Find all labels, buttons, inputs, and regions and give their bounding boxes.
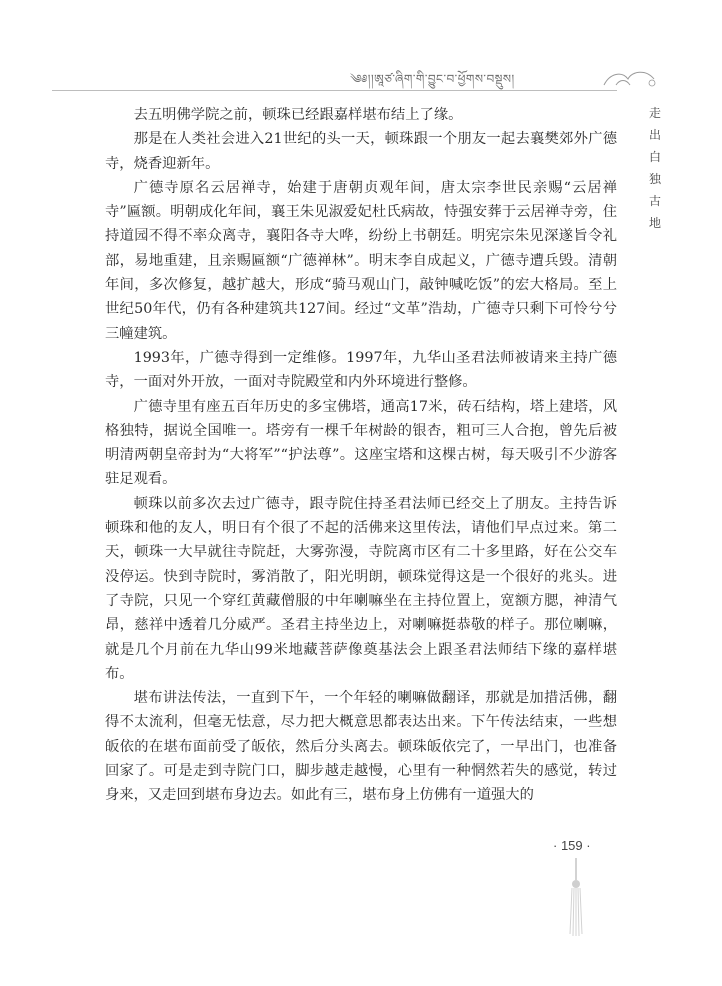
cloud-ornament-icon bbox=[600, 63, 660, 93]
side-title-char: 走 bbox=[648, 106, 661, 120]
tassel-ornament-icon bbox=[566, 858, 586, 938]
paragraph: 去五明佛学院之前，顿珠已经跟嘉样堪布结上了缘。 bbox=[133, 107, 463, 123]
side-book-title bbox=[645, 102, 665, 234]
side-title-char: 古 bbox=[648, 194, 661, 208]
paragraph: 那是在人类社会进入21世纪的头一天，顿珠跟一个朋友一起去襄樊郊外广德寺，烧香迎新年。 bbox=[105, 131, 617, 172]
page-number: · 159 · bbox=[553, 838, 591, 853]
paragraph: 广德寺里有座五百年历史的多宝佛塔，通高17米，砖石结构，塔上建塔，风格独特，据说全国唯一。塔旁有一棵千年树龄的银杏，粗可三人合抱，曾先后被明清两朝皇帝封为“大将军”“护法尊”。这座宝塔和这棵古树，每天吸引不少游客驻足观看。 bbox=[105, 398, 617, 488]
header-rule bbox=[52, 90, 617, 91]
paragraph: 广德寺原名云居禅寺，始建于唐朝贞观年间，唐太宗李世民亲赐“云居禅寺”匾额。明朝成化年间，襄王朱见淑爱妃杜氏病故，恃强安葬于云居禅寺旁，住持道园不得不率众离寺，襄阳各寺大哗，纷纷上书朝廷。明宪宗朱见深遂旨令礼部，易地重建，且亲赐匾额“广德禅林”。明末李自成起义，广德寺遭兵毁。清朝年间，多次修复，越扩越大，形成“骑马观山门，敲钟喊吃饭”的宏大格局。至上世纪50年代，仍有各种建筑共127间。经过“文革”浩劫，广德寺只剩下可怜兮兮三幢建筑。 bbox=[105, 179, 617, 342]
body-text bbox=[105, 103, 617, 808]
paragraph: 1993年，广德寺得到一定维修。1997年，九华山圣君法师被请来主持广德寺，一面对外开放，一面对寺院殿堂和内外环境进行整修。 bbox=[105, 349, 617, 391]
side-title-char: 独 bbox=[648, 172, 661, 186]
paragraph: 顿珠以前多次去过广德寺，跟寺院住持圣君法师已经交上了朋友。主持告诉顿珠和他的友人，明日有个很了不起的活佛来这里传法，请他们早点过来。第二天，顿珠一大早就往寺院赶，大雾弥漫，寺院离市区有二十多里路，好在公交车没停运。快到寺院时，雾消散了，阳光明朗，顿珠觉得这是一个很好的兆头。进了寺院，只见一个穿红黄藏僧服的中年喇嘛坐在主持位置上，宽额方腮，神清气昂，慈祥中透着几分威严。圣君主持坐边上，对喇嘛挺恭敬的样子。那位喇嘛，就是几个月前在九华山99米地藏菩萨像奠基法会上跟圣君法师结下缘的嘉样堪布。 bbox=[105, 495, 617, 682]
side-title-char: 白 bbox=[648, 150, 661, 164]
side-title-char: 出 bbox=[648, 128, 661, 142]
running-header: ༄༅།།ཨཱཙ་ཞིག་གི་བྱུང་བ་ཕྱོགས་བསྡུས། bbox=[350, 72, 515, 86]
paragraph: 堪布讲法传法，一直到下午，一个年轻的喇嘛做翻译，那就是加措活佛，翻得不太流利，但毫无怯意，尽力把大概意思都表达出来。下午传法结束，一些想皈依的在堪布面前受了皈依，然后分头离去。顿珠皈依完了，一早出门，也准备回家了。可是走到寺院门口，脚步越走越慢，心里有一种惘然若失的感觉，转过身来，又走回到堪布身边去。如此有三，堪布身上仿佛有一道强大的 bbox=[105, 690, 617, 804]
side-title-char: 地 bbox=[648, 216, 661, 230]
